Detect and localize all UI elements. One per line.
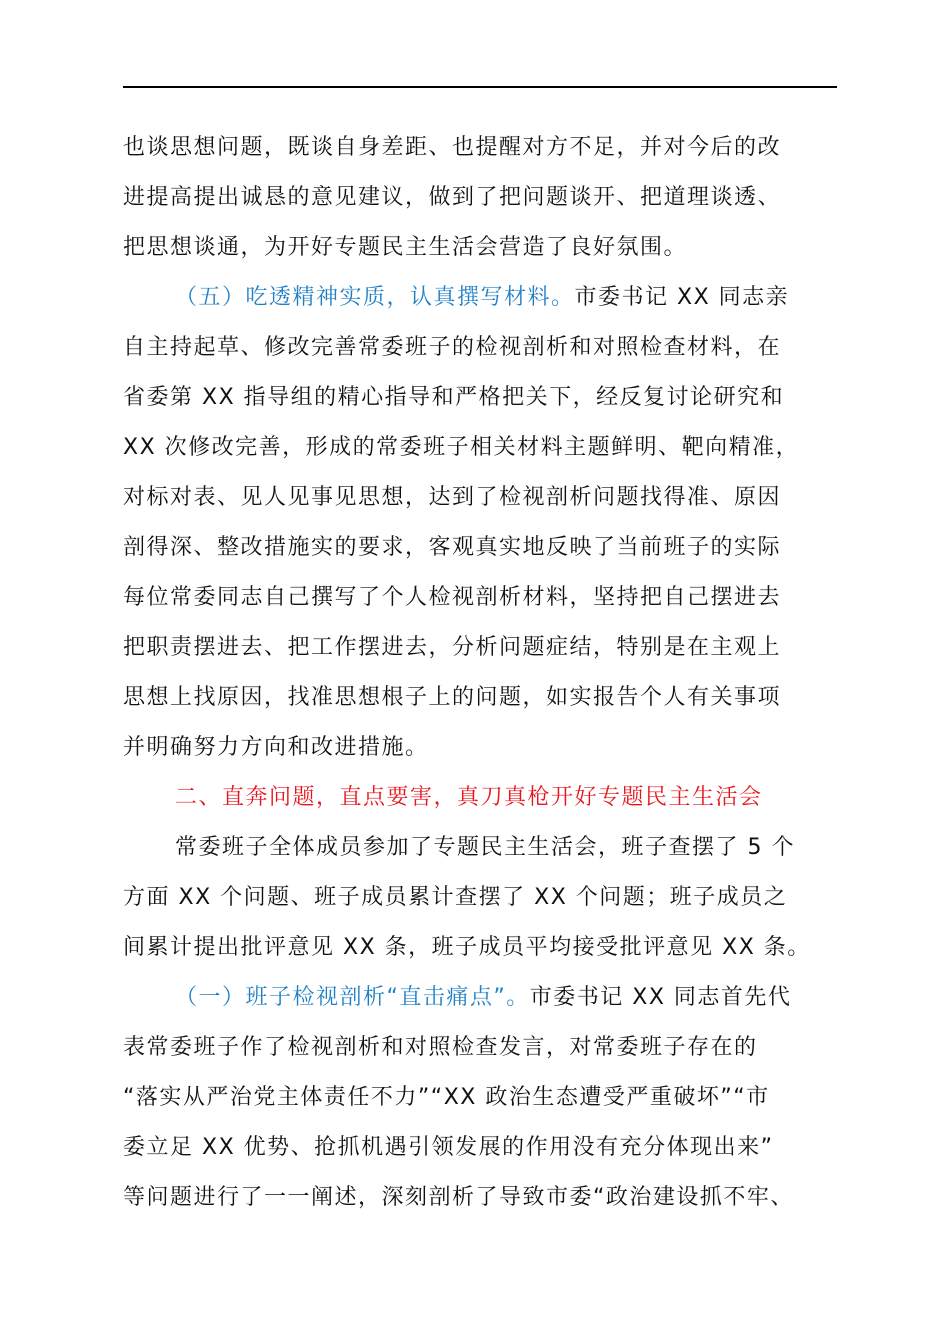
section-lead-line: （一）班子检视剖析“直击痛点”。市委书记 XX 同志首先代 <box>175 985 792 1010</box>
paragraph-line: 把职责摆进去、把工作摆进去，分析问题症结，特别是在主观上 <box>123 635 782 660</box>
paragraph-line: XX 次修改完善，形成的常委班子相关材料主题鲜明、靶向精准， <box>123 435 800 460</box>
paragraph-line: 对标对表、见人见事见思想，达到了检视剖析问题找得准、原因 <box>123 485 782 510</box>
section-heading: 二、直奔问题，直点要害，真刀真枪开好专题民主生活会 <box>175 785 763 810</box>
paragraph-line: 间累计提出批评意见 XX 条，班子成员平均接受批评意见 XX 条。 <box>123 935 811 960</box>
paragraph-line: 思想上找原因，找准思想根子上的问题，如实报告个人有关事项 <box>123 685 782 710</box>
paragraph-line: 自主持起草、修改完善常委班子的检视剖析和对照检查材料，在 <box>123 335 782 360</box>
paragraph-line: 也谈思想问题，既谈自身差距、也提醒对方不足，并对今后的改 <box>123 135 782 160</box>
paragraph-line: 进提高提出诚恳的意见建议，做到了把问题谈开、把道理谈透、 <box>123 185 782 210</box>
paragraph-line: 并明确努力方向和改进措施。 <box>123 735 429 760</box>
paragraph-line: 方面 XX 个问题、班子成员累计查摆了 XX 个问题；班子成员之 <box>123 885 788 910</box>
paragraph-line: 每位常委同志自己撰写了个人检视剖析材料，坚持把自己摆进去 <box>123 585 782 610</box>
header-rule <box>123 86 837 88</box>
subheading-text: （五）吃透精神实质，认真撰写材料。 <box>175 285 575 310</box>
paragraph-line: 把思想谈通，为开好专题民主生活会营造了良好氛围。 <box>123 235 688 260</box>
paragraph-line: 等问题进行了一一阐述，深刻剖析了导致市委“政治建设抓不牢、 <box>123 1185 794 1210</box>
paragraph-line: 剖得深、整改措施实的要求，客观真实地反映了当前班子的实际 <box>123 535 782 560</box>
paragraph-line: “落实从严治党主体责任不力”“XX 政治生态遭受严重破坏”“市 <box>123 1085 770 1110</box>
section-lead-line: （五）吃透精神实质，认真撰写材料。市委书记 XX 同志亲 <box>175 285 790 310</box>
paragraph-line: 省委第 XX 指导组的精心指导和严格把关下，经反复讨论研究和 <box>123 385 785 410</box>
paragraph-line: 常委班子全体成员参加了专题民主生活会，班子查摆了 5 个 <box>175 835 795 860</box>
paragraph-line: 表常委班子作了检视剖析和对照检查发言，对常委班子存在的 <box>123 1035 758 1060</box>
subheading-text: （一）班子检视剖析“直击痛点”。 <box>175 985 530 1010</box>
paragraph-line: 委立足 XX 优势、抢抓机遇引领发展的作用没有充分体现出来” <box>123 1135 774 1160</box>
